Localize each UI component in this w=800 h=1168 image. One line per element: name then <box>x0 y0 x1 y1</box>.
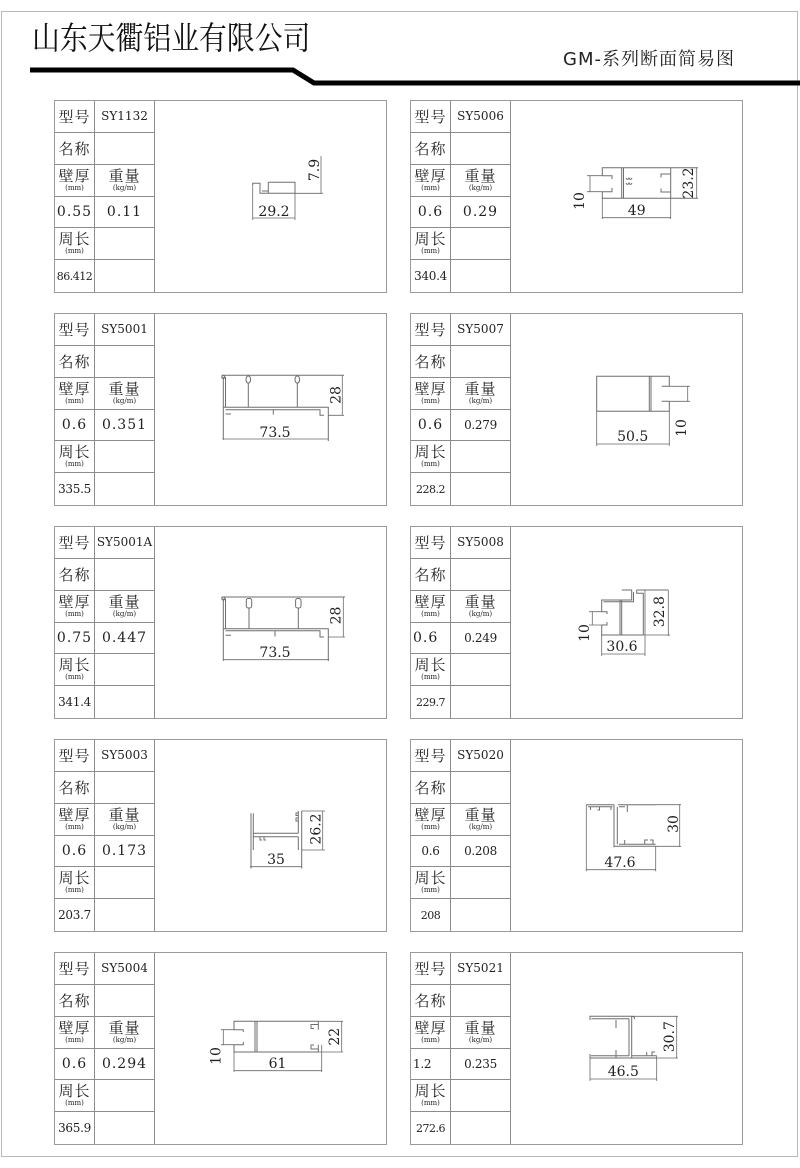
perimeter-label: 周长 (mm) <box>55 867 95 899</box>
perimeter-label: 周长 (mm) <box>55 1080 95 1112</box>
model-value: SY5008 <box>451 527 511 559</box>
weight-label: 重量 (kg/m) <box>451 591 511 623</box>
profile-card-sy5001 <box>54 313 387 506</box>
opening-dimension: 10 <box>674 419 690 437</box>
perimeter-value: 208 <box>411 899 451 931</box>
thickness-value: 0.6 <box>411 197 451 229</box>
empty-cell <box>451 473 511 505</box>
perimeter-label: 周长 (mm) <box>55 654 95 686</box>
weight-value: 0.294 <box>95 1049 155 1081</box>
empty-cell <box>95 899 155 931</box>
model-label: 型号 <box>55 953 95 985</box>
perimeter-label: 周长 (mm) <box>411 867 451 899</box>
thickness-value: 0.6 <box>411 836 451 868</box>
section-drawing <box>155 314 386 505</box>
thickness-label: 壁厚 (mm) <box>411 165 451 197</box>
profile-section-svg <box>155 527 386 718</box>
name-label: 名称 <box>411 559 451 591</box>
model-value: SY5004 <box>95 953 155 985</box>
opening-dimension: 10 <box>208 1047 225 1065</box>
model-label: 型号 <box>55 527 95 559</box>
height-dimension: 23.2 <box>681 167 697 199</box>
empty-cell <box>451 899 511 931</box>
perimeter-value: 229.7 <box>411 686 451 718</box>
profile-section-svg <box>511 101 742 292</box>
empty-cell <box>95 654 155 686</box>
name-value <box>451 559 511 591</box>
name-label: 名称 <box>411 346 451 378</box>
model-value: SY5020 <box>451 740 511 772</box>
empty-cell <box>451 1080 511 1112</box>
width-dimension: 50.5 <box>617 429 649 445</box>
height-dimension: 7.9 <box>307 158 323 182</box>
name-value <box>95 985 155 1017</box>
opening-dimension: 10 <box>577 624 593 642</box>
model-value: SY5003 <box>95 740 155 772</box>
weight-value: 0.279 <box>451 410 511 442</box>
name-label: 名称 <box>55 772 95 804</box>
model-label: 型号 <box>411 740 451 772</box>
section-drawing <box>155 740 386 931</box>
empty-cell <box>451 686 511 718</box>
name-label: 名称 <box>55 346 95 378</box>
perimeter-label: 周长 (mm) <box>55 228 95 260</box>
name-label: 名称 <box>411 985 451 1017</box>
weight-label: 重量 (kg/m) <box>451 804 511 836</box>
width-dimension: 46.5 <box>607 1064 639 1080</box>
empty-cell <box>95 1080 155 1112</box>
thickness-value: 0.6 <box>55 410 95 442</box>
thickness-value: 0.75 <box>55 623 95 655</box>
width-dimension: 49 <box>627 203 646 219</box>
height-dimension: 22 <box>327 1027 343 1046</box>
profile-card-sy5003 <box>54 739 387 932</box>
profile-card-sy5021 <box>410 952 743 1145</box>
perimeter-value: 272.6 <box>411 1112 451 1144</box>
perimeter-label: 周长 (mm) <box>411 654 451 686</box>
weight-value: 0.208 <box>451 836 511 868</box>
thickness-label: 壁厚 (mm) <box>55 591 95 623</box>
perimeter-value: 340.4 <box>411 260 451 292</box>
section-drawing <box>155 527 386 718</box>
model-label: 型号 <box>411 527 451 559</box>
model-value: SY1132 <box>95 101 155 133</box>
model-label: 型号 <box>55 740 95 772</box>
thickness-label: 壁厚 (mm) <box>411 804 451 836</box>
weight-value: 0.447 <box>95 623 155 655</box>
perimeter-label: 周长 (mm) <box>55 441 95 473</box>
profile-card-sy5007 <box>410 313 743 506</box>
height-dimension: 30 <box>666 815 682 833</box>
weight-label: 重量 (kg/m) <box>95 378 155 410</box>
perimeter-value: 335.5 <box>55 473 95 505</box>
empty-cell <box>451 867 511 899</box>
thickness-label: 壁厚 (mm) <box>411 591 451 623</box>
perimeter-value: 341.4 <box>55 686 95 718</box>
company-title: 山东天衢铝业有限公司 <box>32 19 311 57</box>
thickness-value: 0.6 <box>411 623 451 655</box>
weight-label: 重量 (kg/m) <box>95 1017 155 1049</box>
thickness-value: 0.6 <box>55 1049 95 1081</box>
width-dimension: 73.5 <box>259 425 291 441</box>
section-drawing <box>511 314 742 505</box>
model-label: 型号 <box>411 953 451 985</box>
thickness-label: 壁厚 (mm) <box>411 1017 451 1049</box>
profile-card-sy5006 <box>410 100 743 293</box>
weight-value: 0.235 <box>451 1049 511 1081</box>
section-drawing <box>511 101 742 292</box>
thickness-label: 壁厚 (mm) <box>55 804 95 836</box>
height-dimension: 32.8 <box>652 596 668 628</box>
empty-cell <box>95 867 155 899</box>
section-drawing <box>155 101 386 292</box>
name-value <box>95 346 155 378</box>
thickness-label: 壁厚 (mm) <box>55 1017 95 1049</box>
thickness-label: 壁厚 (mm) <box>411 378 451 410</box>
profile-section-svg <box>155 314 386 505</box>
empty-cell <box>451 441 511 473</box>
weight-label: 重量 (kg/m) <box>95 165 155 197</box>
name-value <box>95 559 155 591</box>
model-label: 型号 <box>55 314 95 346</box>
weight-value: 0.11 <box>95 197 155 229</box>
name-label: 名称 <box>55 985 95 1017</box>
width-dimension: 35 <box>267 852 285 868</box>
height-dimension: 28 <box>328 606 345 625</box>
height-dimension: 28 <box>328 386 345 404</box>
section-drawing <box>511 953 742 1144</box>
profile-card-sy5008 <box>410 526 743 719</box>
perimeter-label: 周长 (mm) <box>411 441 451 473</box>
model-label: 型号 <box>411 314 451 346</box>
model-value: SY5001A <box>95 527 155 559</box>
section-drawing <box>511 740 742 931</box>
weight-label: 重量 (kg/m) <box>95 804 155 836</box>
width-dimension: 47.6 <box>604 855 636 871</box>
section-drawing <box>511 527 742 718</box>
section-drawing <box>155 953 386 1144</box>
profile-section-svg <box>511 314 742 505</box>
thickness-label: 壁厚 (mm) <box>55 378 95 410</box>
profile-section-svg <box>155 740 386 931</box>
weight-label: 重量 (kg/m) <box>95 591 155 623</box>
perimeter-value: 365.9 <box>55 1112 95 1144</box>
profile-card-sy1132 <box>54 100 387 293</box>
profile-card-sy5020 <box>410 739 743 932</box>
empty-cell <box>95 260 155 292</box>
name-value <box>95 133 155 165</box>
height-dimension: 26.2 <box>308 813 325 845</box>
name-label: 名称 <box>411 133 451 165</box>
weight-value: 0.249 <box>451 623 511 655</box>
name-value <box>451 985 511 1017</box>
model-value: SY5021 <box>451 953 511 985</box>
name-label: 名称 <box>411 772 451 804</box>
model-value: SY5006 <box>451 101 511 133</box>
profile-card-sy5001a <box>54 526 387 719</box>
width-dimension: 30.6 <box>606 639 638 655</box>
empty-cell <box>95 473 155 505</box>
profile-card-sy5004 <box>54 952 387 1145</box>
model-label: 型号 <box>411 101 451 133</box>
model-label: 型号 <box>55 101 95 133</box>
empty-cell <box>451 1112 511 1144</box>
empty-cell <box>95 441 155 473</box>
name-value <box>451 133 511 165</box>
model-value: SY5001 <box>95 314 155 346</box>
weight-label: 重量 (kg/m) <box>451 165 511 197</box>
width-dimension: 73.5 <box>259 645 291 661</box>
profile-section-svg <box>155 101 386 292</box>
profile-section-svg <box>155 953 386 1144</box>
thickness-label: 壁厚 (mm) <box>55 165 95 197</box>
empty-cell <box>95 686 155 718</box>
name-label: 名称 <box>55 133 95 165</box>
weight-label: 重量 (kg/m) <box>451 1017 511 1049</box>
model-value: SY5007 <box>451 314 511 346</box>
width-dimension: 29.2 <box>258 204 290 220</box>
empty-cell <box>451 654 511 686</box>
weight-value: 0.29 <box>451 197 511 229</box>
profile-section-svg <box>511 527 742 718</box>
empty-cell <box>451 228 511 260</box>
perimeter-label: 周长 (mm) <box>411 228 451 260</box>
name-value <box>451 346 511 378</box>
sheet-subtitle: GM-系列断面简易图 <box>563 49 735 70</box>
perimeter-value: 203.7 <box>55 899 95 931</box>
profile-section-svg <box>511 953 742 1144</box>
name-value <box>451 772 511 804</box>
weight-value: 0.173 <box>95 836 155 868</box>
name-value <box>95 772 155 804</box>
thickness-value: 0.6 <box>411 410 451 442</box>
name-label: 名称 <box>55 559 95 591</box>
height-dimension: 30.7 <box>662 1021 678 1053</box>
thickness-value: 0.6 <box>55 836 95 868</box>
width-dimension: 61 <box>268 1056 287 1072</box>
header-rule <box>0 0 800 100</box>
opening-dimension: 10 <box>572 192 588 210</box>
perimeter-label: 周长 (mm) <box>411 1080 451 1112</box>
weight-value: 0.351 <box>95 410 155 442</box>
empty-cell <box>95 228 155 260</box>
empty-cell <box>451 260 511 292</box>
thickness-value: 1.2 <box>411 1049 451 1081</box>
thickness-value: 0.55 <box>55 197 95 229</box>
weight-label: 重量 (kg/m) <box>451 378 511 410</box>
profile-section-svg <box>511 740 742 931</box>
perimeter-value: 86.412 <box>55 260 95 292</box>
empty-cell <box>95 1112 155 1144</box>
perimeter-value: 228.2 <box>411 473 451 505</box>
